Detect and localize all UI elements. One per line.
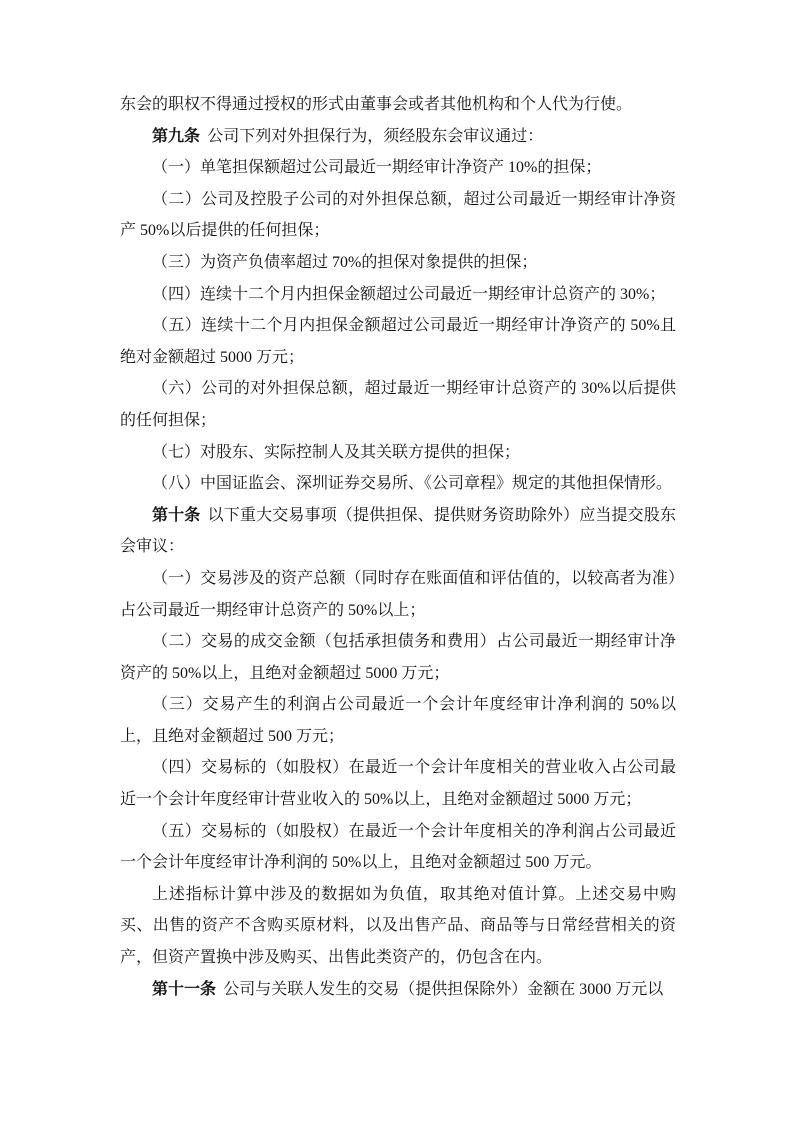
list-item-9-3: （三）为资产负债率超过 70%的担保对象提供的担保； [152,253,538,271]
article-number: 第九条 [152,127,201,145]
paragraph-note: 上述指标计算中涉及的数据如为负值，取其绝对值计算。上述交易中购买、出售的资产不含购买原材料，以及出售产品、商品等与日常经营相关的资产，但资产置换中涉及购买、出售此类资产的，仍包含在内。 [120,885,676,967]
document-body [120,89,676,1005]
list-item-10-4: （四）交易标的（如股权）在最近一个会计年度相关的营业收入占公司最近一个会计年度经审计营业收入的 50%以上，且绝对金额超过 5000 万元； [120,759,676,809]
list-item-9-5: （五）连续十二个月内担保金额超过公司最近一期经审计净资产的 50%且绝对金额超过 5000 万元； [120,317,676,366]
list-item-10-1: （一）交易涉及的资产总额（同时存在账面值和评估值的，以较高者为准）占公司最近一期经审计总资产的 50%以上； [120,569,676,619]
article-paragraph-11 [120,974,676,1006]
list-item-10-5: （五）交易标的（如股权）在最近一个会计年度相关的净利润占公司最近一个会计年度经审计净利润的 50%以上，且绝对金额超过 500 万元。 [120,822,676,872]
article-paragraph-9 [120,121,676,153]
paragraph-text: 公司下列对外担保行为，须经股东会审议通过： [207,127,544,145]
article-number: 第十一条 [152,980,217,998]
article-paragraph-10 [120,500,676,563]
list-item-10-3: （三）交易产生的利润占公司最近一个会计年度经审计净利润的 50%以上，且绝对金额超过 500 万元； [120,696,676,745]
list-item-9-1: （一）单笔担保额超过公司最近一期经审计净资产 10%的担保； [152,159,602,177]
list-item-9-8: （八）中国证监会、深圳证券交易所、《公司章程》规定的其他担保情形。 [152,475,673,493]
article-number: 第十条 [152,506,201,524]
list-item-9-7: （七）对股东、实际控制人及其关联方提供的担保； [152,443,521,461]
paragraph-text: 公司与关联人发生的交易（提供担保除外）金额在 3000 万元以 [223,980,664,998]
paragraph-text: 以下重大交易事项（提供担保、提供财务资助除外）应当提交股东会审议： [120,506,676,556]
paragraph-continuation: 东会的职权不得通过授权的形式由董事会或者其他机构和个人代为行使。 [120,96,633,113]
list-item-9-2: （二）公司及控股子公司的对外担保总额，超过公司最近一期经审计净资产 50%以后提供的任何担保； [120,190,676,240]
list-item-9-6: （六）公司的对外担保总额，超过最近一期经审计总资产的 30%以后提供的任何担保； [120,380,676,429]
list-item-10-2: （二）交易的成交金额（包括承担债务和费用）占公司最近一期经审计净资产的 50%以上，且绝对金额超过 5000 万元； [120,633,676,682]
list-item-9-4: （四）连续十二个月内担保金额超过公司最近一期经审计总资产的 30%； [152,285,666,303]
